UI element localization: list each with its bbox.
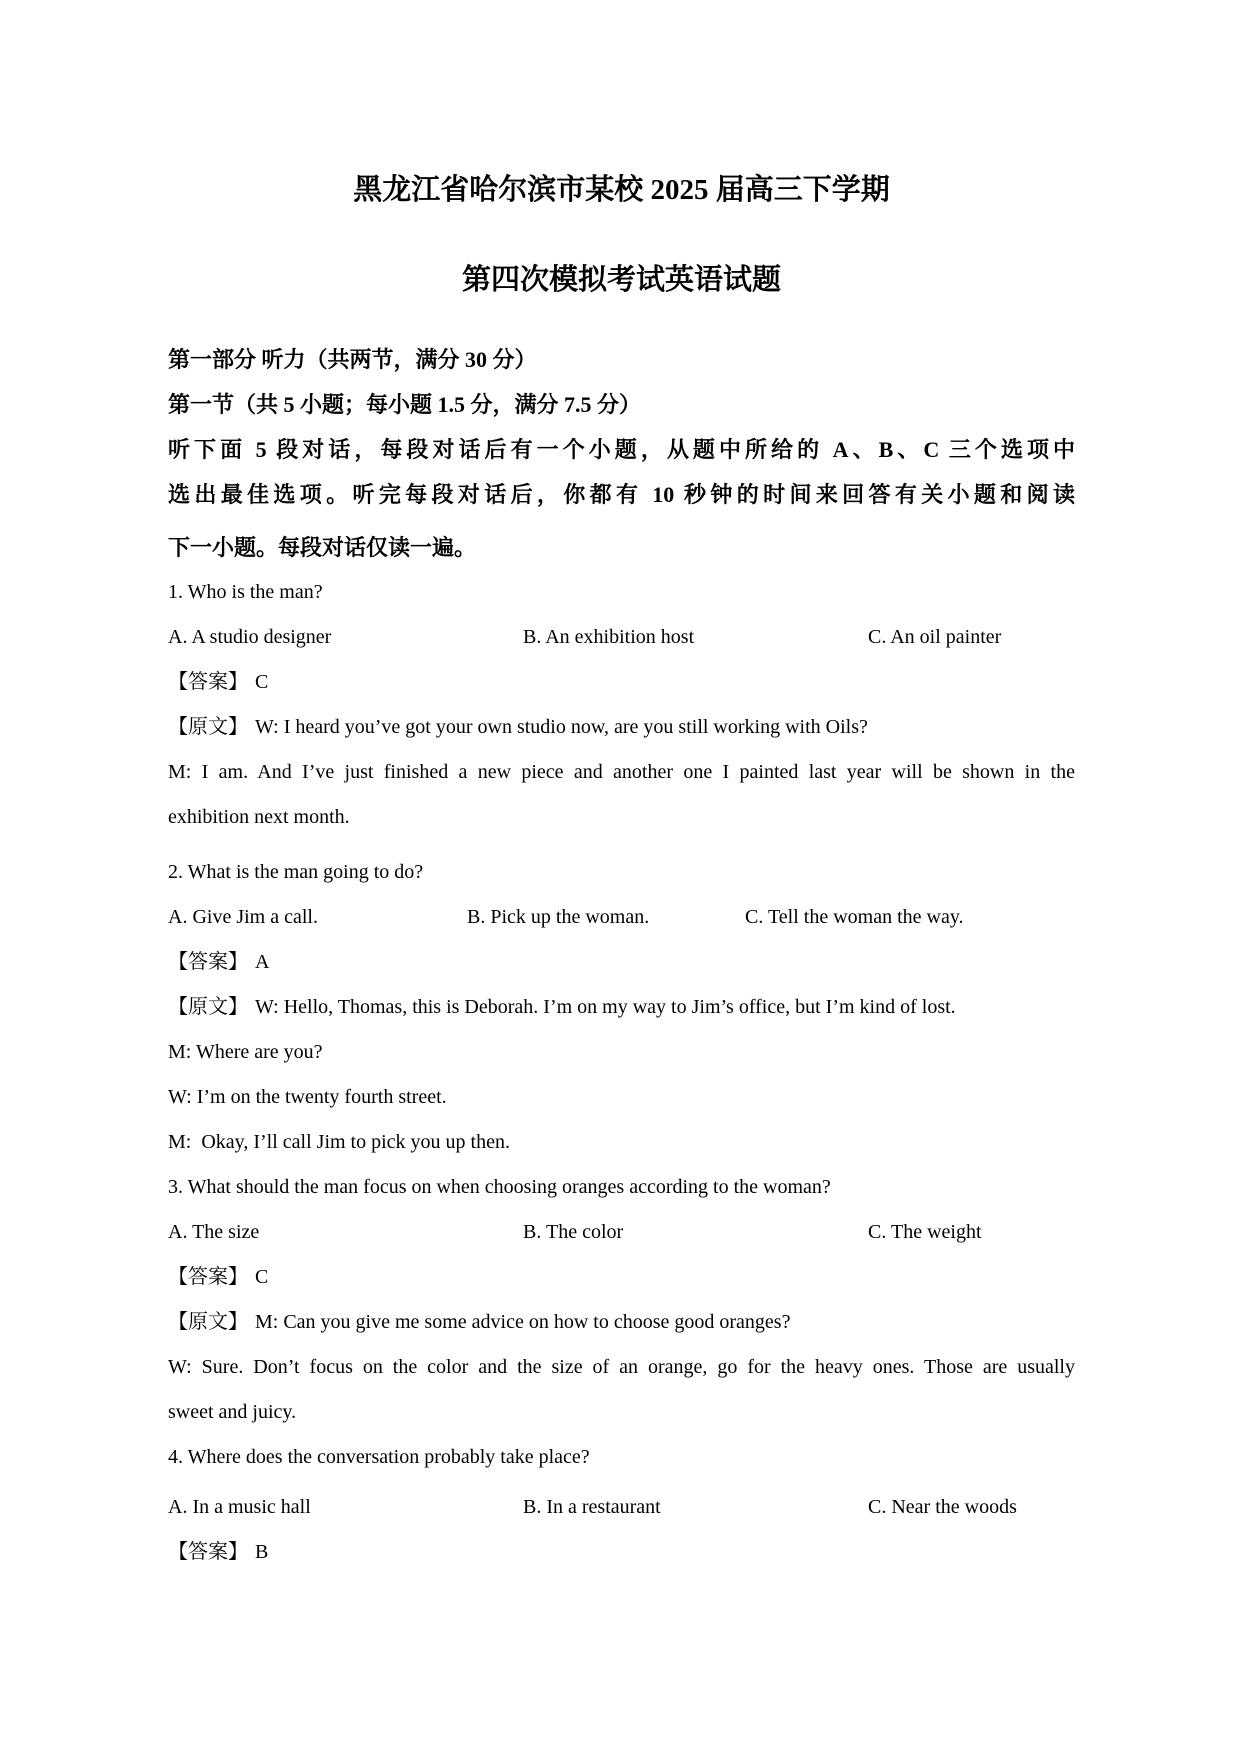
question-2-option-c: C. Tell the woman the way. (745, 906, 964, 928)
question-4-text: 4. Where does the conversation probably take place? (168, 1446, 590, 1468)
question-1-option-c: C. An oil painter (868, 626, 1002, 648)
question-3-option-c: C. The weight (868, 1221, 982, 1243)
question-1-answer-line (168, 660, 1075, 705)
question-1-option-a: A. A studio designer (168, 626, 332, 648)
section-1-heading: 第一节（共 5 小题；每小题 1.5 分，满分 7.5 分） (168, 392, 642, 417)
question-3-option-b: B. The color (523, 1221, 624, 1243)
source-label: 【原文】 (168, 716, 248, 738)
question-2-transcript-line-3: W: I’m on the twenty fourth street. (168, 1086, 447, 1108)
listening-instructions-line-1: 听下面 5 段对话，每段对话后有一个小题，从题中所给的 A、B、C 三个选项中 (168, 437, 1075, 462)
question-3-transcript-line-3: sweet and juicy. (168, 1401, 297, 1423)
question-4-answer-value: B (255, 1541, 269, 1563)
listening-instructions-line-3: 下一小题。每段对话仅读一遍。 (168, 535, 477, 560)
question-3-options (168, 1210, 1075, 1255)
question-4-option-c: C. Near the woods (868, 1496, 1017, 1518)
question-1-transcript-line-2: M: I am. And I’ve just finished a new piece and another one I painted last year will be shown in the (168, 761, 1075, 783)
source-label: 【原文】 (168, 996, 248, 1018)
question-3-text: 3. What should the man focus on when choosing oranges according to the woman? (168, 1176, 831, 1198)
question-4-option-a: A. In a music hall (168, 1496, 311, 1518)
question-2-option-a: A. Give Jim a call. (168, 906, 318, 928)
question-2-text: 2. What is the man going to do? (168, 861, 424, 883)
question-2-transcript-line-1 (168, 985, 1075, 1030)
question-1-transcript-line-3: exhibition next month. (168, 806, 350, 828)
document-title-line-2: 第四次模拟考试英语试题 (461, 264, 781, 296)
question-1-answer-value: C (255, 671, 269, 693)
question-1-text: 1. Who is the man? (168, 581, 323, 603)
answer-label: 【答案】 (168, 1541, 248, 1563)
question-3-answer-value: C (255, 1266, 269, 1288)
question-2-transcript-text-1: W: Hello, Thomas, this is Deborah. I’m on my way to Jim’s office, but I’m kind of lost. (255, 996, 956, 1018)
question-2-option-b: B. Pick up the woman. (467, 906, 650, 928)
part-1-heading: 第一部分 听力（共两节，满分 30 分） (168, 347, 537, 372)
question-4-option-b: B. In a restaurant (523, 1496, 661, 1518)
question-1-transcript-line-1 (168, 705, 1075, 750)
answer-label: 【答案】 (168, 1266, 248, 1288)
question-1-options (168, 615, 1075, 660)
question-2-answer-value: A (255, 951, 270, 973)
question-1-transcript-text-1: W: I heard you’ve got your own studio now, are you still working with Oils? (255, 716, 868, 738)
source-label: 【原文】 (168, 1311, 248, 1333)
question-2-answer-line (168, 940, 1075, 985)
question-3-transcript-text-1: M: Can you give me some advice on how to choose good oranges? (255, 1311, 791, 1333)
question-3-option-a: A. The size (168, 1221, 260, 1243)
question-2-transcript-line-4: M: Okay, I’ll call Jim to pick you up then. (168, 1131, 510, 1153)
question-4-answer-line (168, 1530, 1075, 1575)
answer-label: 【答案】 (168, 951, 248, 973)
question-1-option-b: B. An exhibition host (523, 626, 695, 648)
answer-label: 【答案】 (168, 671, 248, 693)
question-3-transcript-line-2: W: Sure. Don’t focus on the color and the size of an orange, go for the heavy ones. Those are usually (168, 1356, 1075, 1378)
document-title-line-1: 黑龙江省哈尔滨市某校 2025 届高三下学期 (353, 174, 890, 206)
question-2-options (168, 895, 1075, 940)
listening-instructions-line-2: 选出最佳选项。听完每段对话后，你都有 10 秒钟的时间来回答有关小题和阅读 (168, 482, 1075, 507)
question-3-answer-line (168, 1255, 1075, 1300)
question-4-options (168, 1485, 1075, 1530)
question-2-transcript-line-2: M: Where are you? (168, 1041, 323, 1063)
question-3-transcript-line-1 (168, 1300, 1075, 1345)
